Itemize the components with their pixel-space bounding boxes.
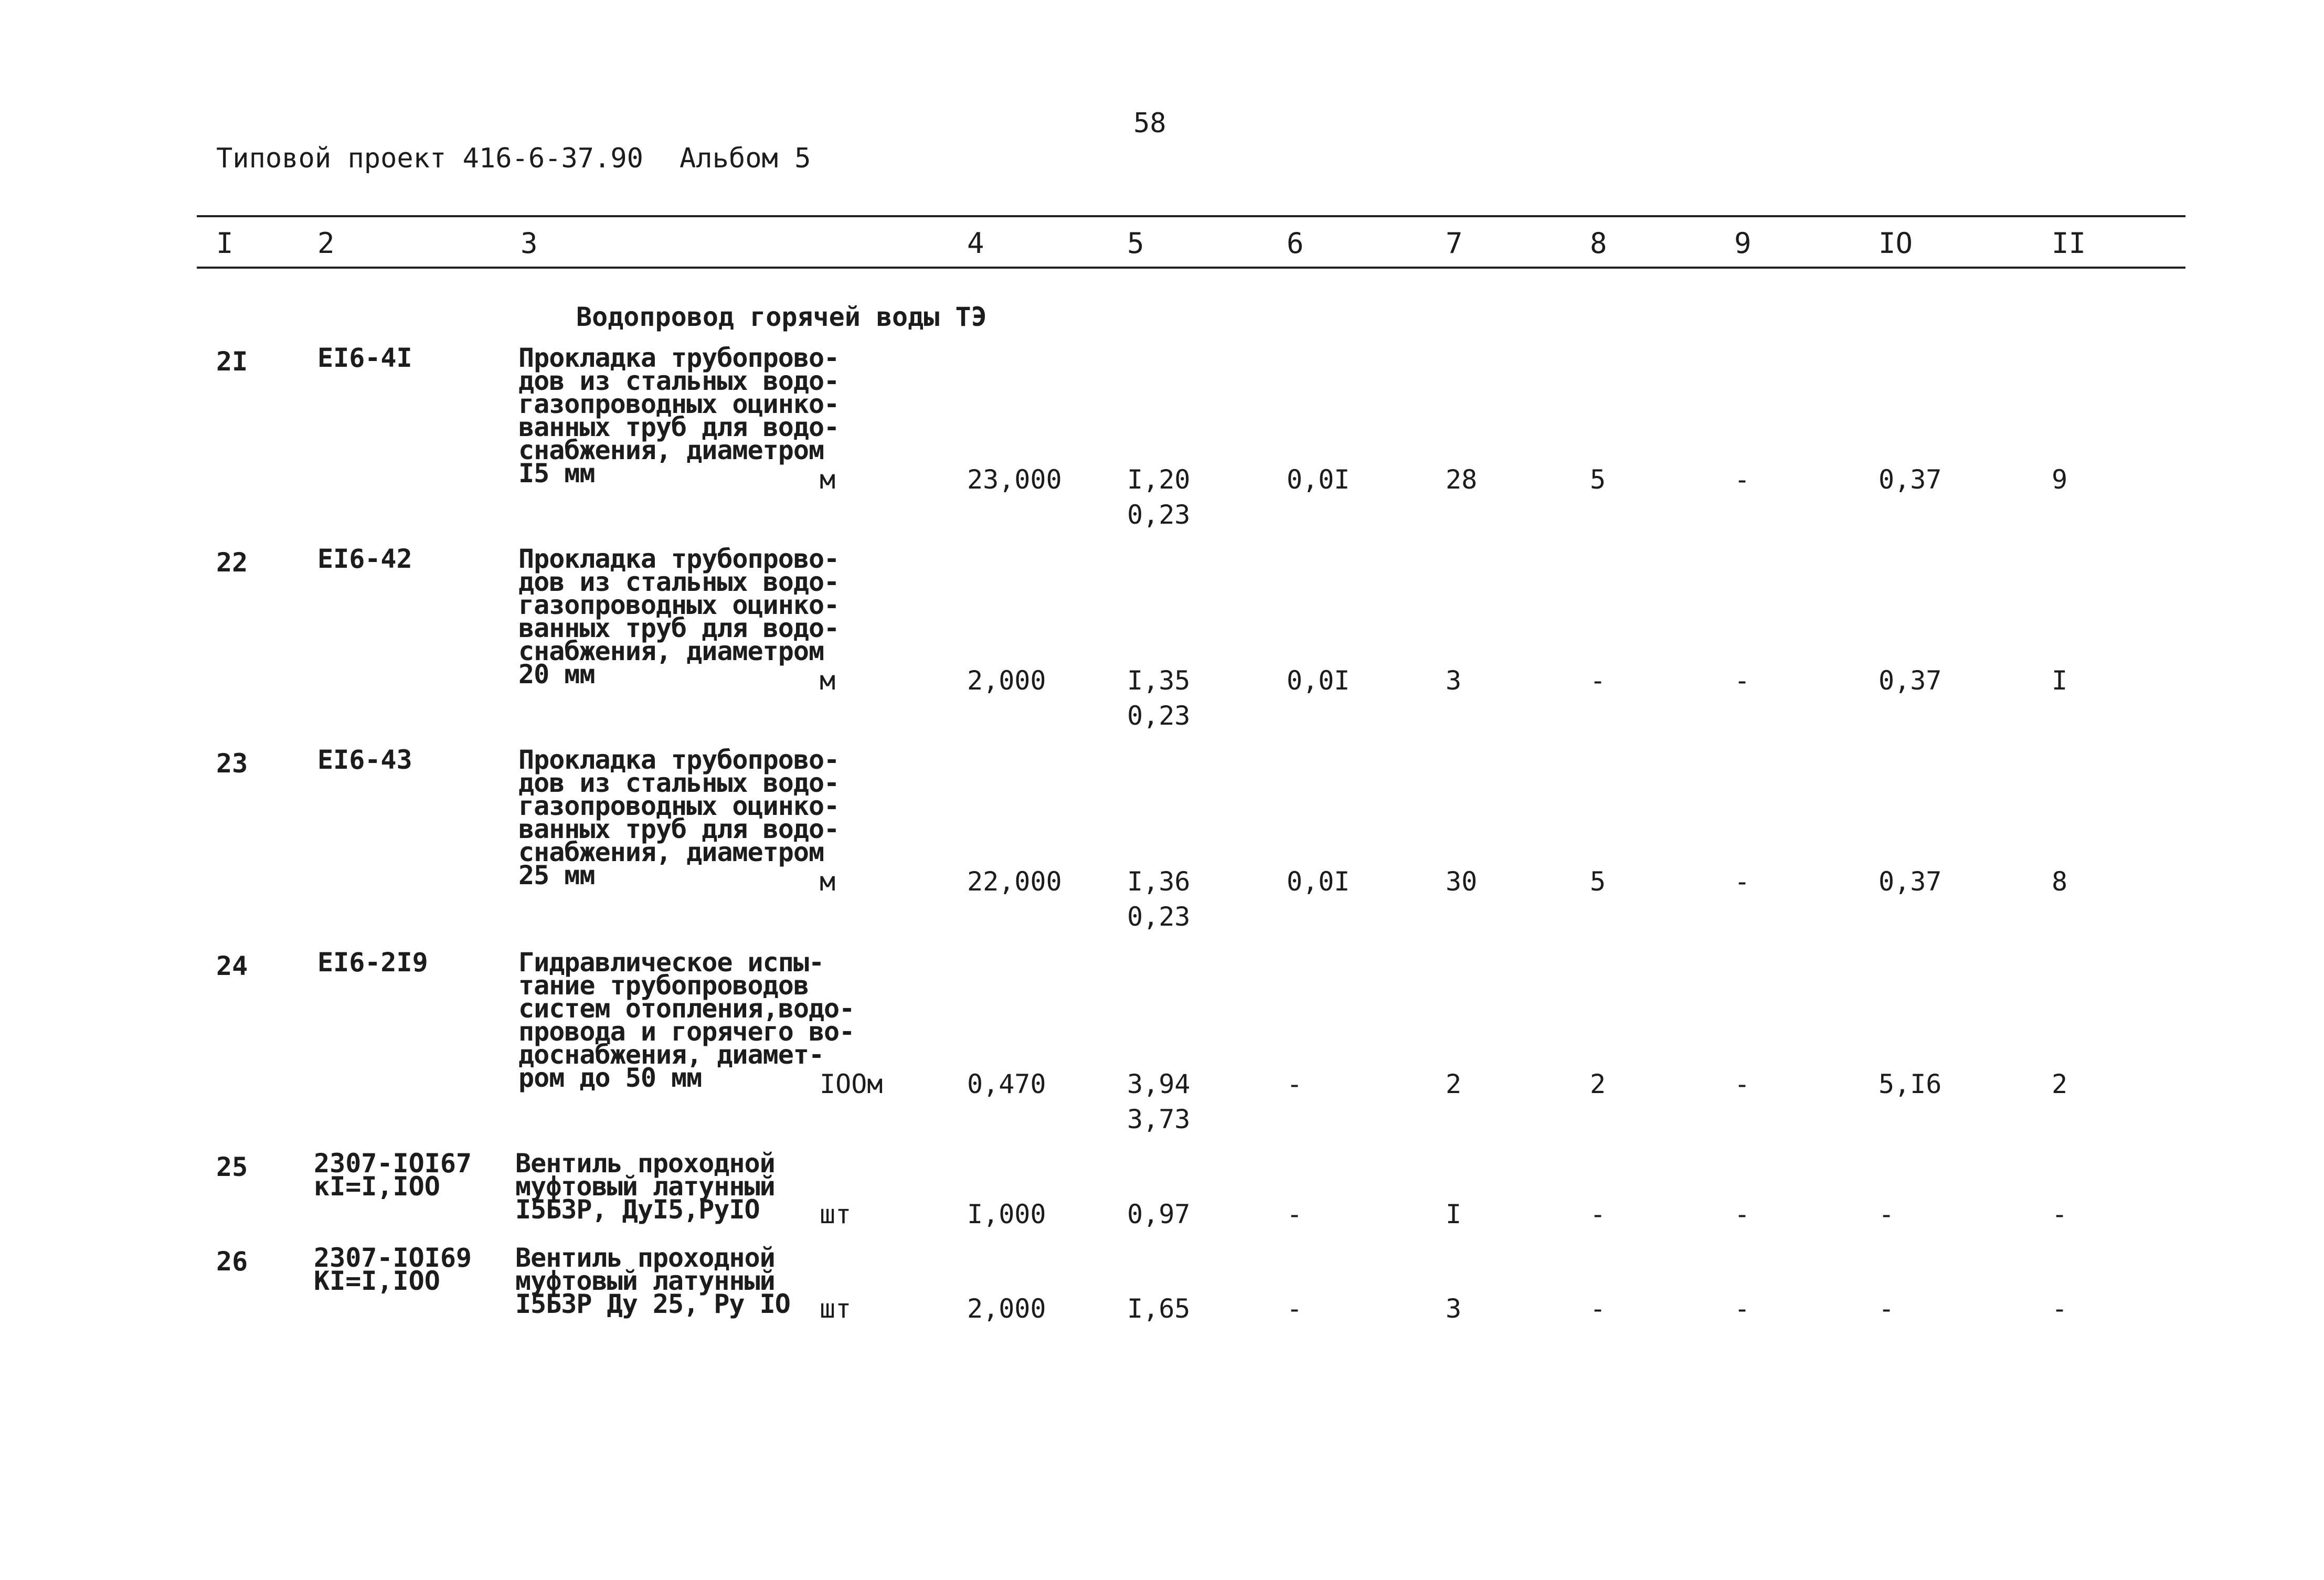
row-col9: -	[1734, 1293, 1750, 1324]
row-col7: 28	[1446, 464, 1478, 495]
header-project: Типовой проект 416-6-37.90	[216, 143, 643, 174]
column-number-10: IO	[1879, 227, 1913, 260]
row-quantity: 2,000	[967, 665, 1046, 696]
row-quantity: 0,470	[967, 1069, 1046, 1099]
row-col9: -	[1734, 464, 1750, 495]
row-code: 2307-IOI67 кI=I,IOO	[314, 1148, 472, 1202]
row-description: Вентиль проходной муфтовый латунный I5Б3Р, ДуI5,РуIO	[515, 1148, 775, 1225]
row-unit: шт	[820, 1199, 852, 1229]
row-unit: шт	[820, 1293, 852, 1324]
row-col5-top: 3,94	[1127, 1069, 1191, 1099]
section-title: Водопровод горячей воды ТЭ	[576, 302, 987, 332]
row-quantity: 23,000	[967, 464, 1062, 495]
row-unit: IOOм	[820, 1069, 883, 1099]
table-header-rule	[197, 267, 2185, 269]
row-code: EI6-43	[317, 745, 412, 775]
row-col5-top: 0,97	[1127, 1199, 1191, 1229]
row-col7: I	[1446, 1199, 1462, 1229]
row-col5-top: I,36	[1127, 866, 1191, 897]
row-number: 25	[216, 1152, 248, 1182]
row-col11: 2	[2052, 1069, 2068, 1099]
row-number: 26	[216, 1246, 248, 1277]
row-quantity: 22,000	[967, 866, 1062, 897]
row-description: Прокладка трубопрово- дов из стальных водо- газопроводных оцинко- ванных труб для водо- снабжения, диаметром 25 мм	[518, 745, 840, 890]
row-col10: -	[1879, 1293, 1895, 1324]
row-col8: 5	[1590, 866, 1606, 897]
row-col10: 5,I6	[1879, 1069, 1942, 1099]
row-col6: 0,0I	[1287, 464, 1350, 495]
row-col11: 8	[2052, 866, 2068, 897]
table-top-rule	[197, 215, 2185, 217]
row-col9: -	[1734, 1199, 1750, 1229]
column-number-2: 2	[317, 227, 335, 260]
row-col8: 2	[1590, 1069, 1606, 1099]
row-col10: -	[1879, 1199, 1895, 1229]
row-unit: м	[820, 464, 836, 495]
row-col8: -	[1590, 665, 1606, 696]
row-col6: -	[1287, 1293, 1303, 1324]
row-number: 2I	[216, 346, 248, 377]
column-number-5: 5	[1127, 227, 1144, 260]
row-description: Прокладка трубопрово- дов из стальных водо- газопроводных оцинко- ванных труб для водо- снабжения, диаметром 20 мм	[518, 544, 840, 690]
row-col10: 0,37	[1879, 665, 1942, 696]
row-col8: -	[1590, 1293, 1606, 1324]
row-number: 24	[216, 951, 248, 981]
row-col5-bottom: 3,73	[1127, 1104, 1191, 1134]
row-col9: -	[1734, 665, 1750, 696]
row-col11: 9	[2052, 464, 2068, 495]
row-code: EI6-42	[317, 544, 412, 574]
row-col6: -	[1287, 1069, 1303, 1099]
row-col5-top: I,65	[1127, 1293, 1191, 1324]
row-col6: -	[1287, 1199, 1303, 1229]
row-col5-bottom: 0,23	[1127, 500, 1191, 530]
column-number-9: 9	[1734, 227, 1752, 260]
row-col7: 3	[1446, 1293, 1462, 1324]
row-unit: м	[820, 665, 836, 696]
row-col7: 30	[1446, 866, 1478, 897]
row-col10: 0,37	[1879, 866, 1942, 897]
row-number: 23	[216, 748, 248, 779]
row-description: Гидравлическое испы- тание трубопроводов систем отопления,водо- провода и горячего во- доснабжения, диамет- ром до 50 мм	[518, 947, 855, 1093]
row-unit: м	[820, 866, 836, 897]
row-col5-bottom: 0,23	[1127, 902, 1191, 932]
row-number: 22	[216, 547, 248, 578]
row-code: EI6-4I	[317, 343, 412, 373]
row-col9: -	[1734, 866, 1750, 897]
row-col6: 0,0I	[1287, 665, 1350, 696]
column-number-8: 8	[1590, 227, 1607, 260]
column-number-4: 4	[967, 227, 984, 260]
row-quantity: 2,000	[967, 1293, 1046, 1324]
column-number-1: I	[216, 227, 234, 260]
row-col7: 2	[1446, 1069, 1462, 1099]
row-col10: 0,37	[1879, 464, 1942, 495]
row-col11: -	[2052, 1293, 2068, 1324]
header-album: Альбом 5	[680, 143, 811, 174]
row-col5-top: I,20	[1127, 464, 1191, 495]
row-col5-bottom: 0,23	[1127, 701, 1191, 731]
page-number: 58	[1133, 108, 1166, 139]
row-code: EI6-2I9	[317, 947, 428, 978]
row-col11: I	[2052, 665, 2068, 696]
row-col8: -	[1590, 1199, 1606, 1229]
column-number-11: II	[2052, 227, 2086, 260]
column-number-3: 3	[521, 227, 538, 260]
row-col11: -	[2052, 1199, 2068, 1229]
column-number-7: 7	[1446, 227, 1463, 260]
row-col9: -	[1734, 1069, 1750, 1099]
row-col7: 3	[1446, 665, 1462, 696]
row-description: Прокладка трубопрово- дов из стальных водо- газопроводных оцинко- ванных труб для водо- снабжения, диаметром I5 мм	[518, 343, 840, 489]
row-col5-top: I,35	[1127, 665, 1191, 696]
row-description: Вентиль проходной муфтовый латунный I5Б3Р Ду 25, Ру IO	[515, 1243, 790, 1319]
row-quantity: I,000	[967, 1199, 1046, 1229]
row-col8: 5	[1590, 464, 1606, 495]
row-code: 2307-IOI69 KI=I,IOO	[314, 1243, 472, 1296]
column-number-6: 6	[1287, 227, 1304, 260]
row-col6: 0,0I	[1287, 866, 1350, 897]
